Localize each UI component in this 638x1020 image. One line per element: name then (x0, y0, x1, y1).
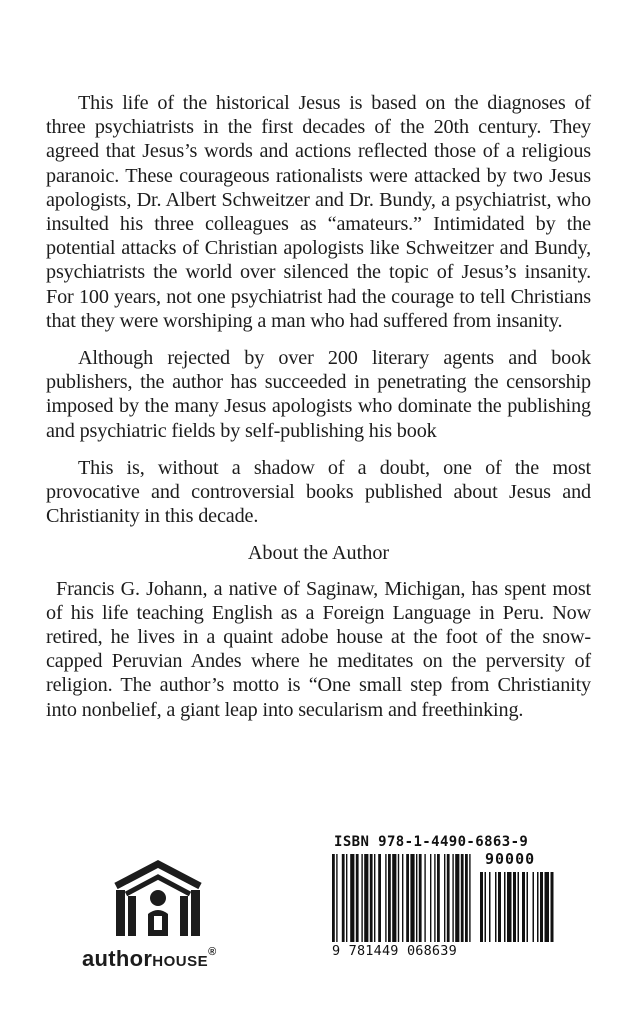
synopsis-paragraph-1: This life of the historical Jesus is based on the diagnoses of three psychiatrists in the first decades of the 20th century. They agreed that Jesus’s words and actions reflected those of a religious paranoic. These courageous rationalists were attacked by two Jesus apologists, Dr. Albert Schweitzer and Dr. Bundy, a psychiatrist, who insulted his three colleagues as “amateurs.” Intimidated by the potential attacks of Christian apologists like Schweitzer and Bundy, psychiatrists the world over silenced the topic of Jesus’s insanity. For 100 years, not one psychiatrist had the courage to tell Christians that they were worshiping a man who had suffered from insanity. (46, 92, 591, 332)
barcode-bars (330, 854, 566, 946)
back-cover-text (46, 91, 591, 735)
publisher-logo (70, 858, 260, 978)
publisher-name-part2: HOUSE (152, 953, 209, 970)
author-bio-paragraph: Francis G. Johann, a native of Saginaw, Michigan, has spent most of his life teaching English as a Foreign Language in Peru. Now retired, he lives in a quaint adobe house at the foot of the snow-capped Peruvian Andes where he meditates on the perversity of religion. The author’s motto is “One small step from Christianity into nonbelief, a giant leap into secularism and freethinking. (46, 577, 591, 721)
synopsis-paragraph-2: Although rejected by over 200 literary agents and book publishers, the author has succeeded in penetrating the censorship imposed by the many Jesus apologists who dominate the publishing and psychiatric fields by self-publishing his book (46, 347, 591, 442)
isbn-label: ISBN 978-1-4490-6863-9 (334, 834, 529, 850)
authorhouse-logo-icon (112, 858, 204, 938)
synopsis-paragraph-3: This is, without a shadow of a doubt, one of the most provocative and controversial books published about Jesus and Christianity in this decade. (46, 456, 591, 528)
about-author-heading: About the Author (247, 542, 390, 565)
isbn-barcode (330, 830, 566, 968)
publisher-name-part1: author (82, 946, 153, 971)
ean-digits: 9 781449 068639 (332, 943, 457, 959)
publisher-wordmark (82, 946, 217, 972)
price-code: 90000 (485, 850, 536, 868)
registered-mark: ® (208, 946, 217, 958)
